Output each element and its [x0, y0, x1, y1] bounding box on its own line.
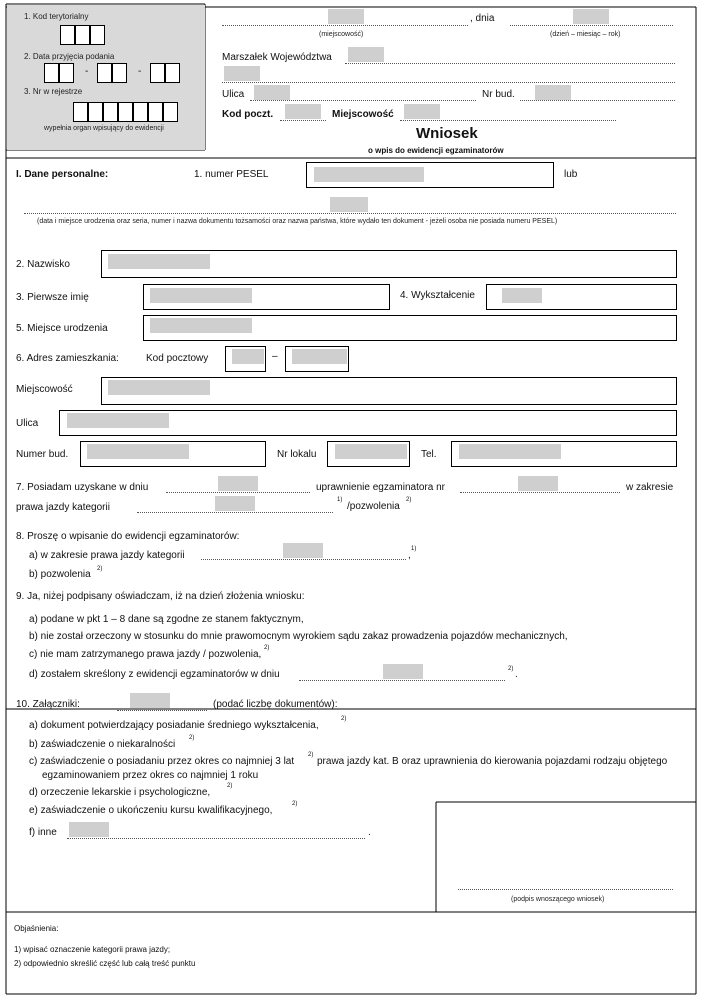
item8-b: b) pozwolenia — [29, 569, 91, 580]
place-field[interactable] — [328, 9, 364, 24]
item8-category-field[interactable] — [283, 543, 323, 558]
item8-heading: 8. Proszę o wpisanie do ewidencji egzaminatorów: — [16, 531, 240, 542]
first-name-value — [150, 288, 252, 303]
registry-number-label: 3. Nr w rejestrze — [24, 87, 83, 96]
voivodeship-field-2[interactable] — [224, 66, 260, 81]
date-received-label: 2. Data przyjęcia podania — [24, 52, 115, 61]
signature-caption: (podpis wnoszącego wniosek) — [511, 896, 605, 903]
birth-data-note: (data i miejsce urodzenia oraz seria, numer i nazwa dokumentu tożsamości oraz nazwa państwa, które wydało ten dokument - jeżeli osoba nie posiada numeru PESEL) — [37, 218, 558, 225]
phone-label: Tel. — [421, 449, 437, 460]
item7-footnote2: 2) — [406, 497, 412, 503]
education-label: 4. Wykształcenie — [400, 290, 475, 301]
item7-footnote1: 1) — [337, 497, 343, 503]
attachments-count-field[interactable] — [130, 693, 170, 708]
apartment-label: Nr lokalu — [277, 449, 317, 460]
item9-d: d) zostałem skreślony z ewidencji egzaminatorów w dniu — [29, 669, 280, 680]
item10-label: 10. Załączniki: — [16, 699, 80, 710]
header-building-label: Nr bud. — [482, 89, 515, 100]
street-value — [67, 413, 169, 428]
other-attachments-field[interactable] — [69, 822, 109, 837]
item8-a: a) w zakresie prawa jazdy kategorii — [29, 550, 185, 561]
attachment-c-line1b: prawa jazdy kat. B oraz uprawnienia do kierowania pojazdami rodzaju objętego — [317, 756, 668, 767]
attachment-b: b) zaświadczenie o niekaralności — [29, 739, 176, 750]
item9-heading: 9. Ja, niżej podpisany oświadczam, iż na dzień złożenia wniosku: — [16, 591, 305, 602]
registry-number-cell[interactable] — [103, 102, 118, 122]
pesel-value[interactable] — [314, 167, 424, 182]
form-subtitle: o wpis do ewidencji egzaminatorów — [368, 146, 504, 155]
header-street-label: Ulica — [222, 89, 245, 100]
header-postcode-label: Kod poczt. — [222, 109, 274, 120]
attachment-e-footnote: 2) — [292, 801, 298, 807]
registry-number-cell[interactable] — [73, 102, 88, 122]
education-value — [502, 288, 542, 303]
item7-line2a: prawa jazdy kategorii — [16, 502, 110, 513]
postcode-label: Kod pocztowy — [146, 353, 209, 364]
postcode-part2-value — [292, 349, 347, 364]
attachment-c-line2: egzaminowaniem przez okres co najmniej 1 roku — [42, 770, 259, 781]
registry-number-cell[interactable] — [118, 102, 133, 122]
building-label: Numer bud. — [16, 449, 69, 460]
surname-label: 2. Nazwisko — [16, 259, 70, 270]
apartment-value — [335, 444, 407, 459]
date-day-cell[interactable] — [44, 63, 59, 83]
item7-date-field[interactable] — [218, 476, 258, 491]
item9-a: a) podane w pkt 1 – 8 dane są zgodne ze stanem faktycznym, — [29, 614, 304, 625]
attachment-e: e) zaświadczenie o ukończeniu kursu kwalifikacyjnego, — [29, 805, 273, 816]
date-field[interactable] — [573, 9, 609, 24]
attachment-a-footnote: 2) — [341, 716, 347, 722]
pesel-label: 1. numer PESEL — [194, 169, 269, 180]
item8-b-footnote: 2) — [97, 566, 103, 572]
attachment-d-footnote: 2) — [227, 783, 233, 789]
pesel-or-label: lub — [564, 169, 578, 180]
footer-note-1: 1) wpisać oznaczenie kategorii prawa jazdy; — [14, 945, 171, 954]
signature-area[interactable] — [458, 860, 673, 888]
header-postcode-field[interactable] — [285, 104, 321, 119]
marshal-label: Marszałek Województwa — [222, 52, 332, 63]
date-year-cell[interactable] — [150, 63, 165, 83]
item7-number-field[interactable] — [518, 476, 558, 491]
item9-d-footnote: 2) — [508, 666, 514, 672]
terr-code-cell[interactable] — [90, 25, 105, 45]
registry-number-cell[interactable] — [88, 102, 103, 122]
item9-c-footnote: 2) — [264, 645, 270, 651]
item7-line1c: w zakresie — [626, 482, 674, 493]
attachment-d: d) orzeczenie lekarskie i psychologiczne, — [29, 787, 211, 798]
date-month-cell[interactable] — [97, 63, 112, 83]
attachment-c-footnote: 2) — [308, 752, 314, 758]
terr-code-cell[interactable] — [75, 25, 90, 45]
item10-hint: (podać liczbę dokumentów): — [213, 699, 338, 710]
postcode-dash: – — [272, 351, 278, 362]
surname-value — [108, 254, 210, 269]
registry-note: wypełnia organ wpisujący do ewidencji — [44, 125, 164, 132]
item7-line1b: uprawnienie egzaminatora nr — [316, 482, 445, 493]
item7-line1a: 7. Posiadam uzyskane w dniu — [16, 482, 149, 493]
date-comma-label: , dnia — [470, 13, 495, 24]
form-title: Wniosek — [416, 125, 478, 142]
attachment-f-period: . — [368, 827, 371, 838]
registry-number-cell[interactable] — [133, 102, 148, 122]
item8-a-footnote: 1) — [411, 546, 417, 552]
first-name-label: 3. Pierwsze imię — [16, 292, 89, 303]
date-year-cell[interactable] — [165, 63, 180, 83]
place-caption: (miejscowość) — [319, 31, 364, 38]
item7-line2b: /pozwolenia — [347, 501, 400, 512]
header-city-label: Miejscowość — [332, 109, 394, 120]
date-separator: - — [138, 66, 142, 77]
address-label: 6. Adres zamieszkania: — [16, 353, 119, 364]
birthplace-label: 5. Miejsce urodzenia — [16, 323, 108, 334]
birthplace-value — [150, 318, 252, 333]
city-label: Miejscowość — [16, 384, 73, 395]
postcode-part1-value — [232, 349, 264, 364]
registry-number-cell[interactable] — [148, 102, 163, 122]
item9-b: b) nie został orzeczony w stosunku do mnie prawomocnym wyrokiem sądu zakaz prowadzenia pojazdów mechanicznych, — [29, 631, 568, 642]
header-city-field[interactable] — [404, 104, 440, 119]
attachment-c-line1a: c) zaświadczenie o posiadaniu przez okres co najmniej 3 lat — [29, 756, 295, 767]
date-separator: - — [85, 66, 89, 77]
date-caption: (dzień – miesiąc – rok) — [550, 31, 621, 38]
birth-data-field[interactable] — [330, 197, 368, 212]
attachment-a: a) dokument potwierdzający posiadanie średniego wykształcenia, — [29, 720, 319, 731]
item7-category-field[interactable] — [215, 496, 255, 511]
voivodeship-field[interactable] — [348, 47, 384, 62]
registry-number-cell[interactable] — [163, 102, 178, 122]
date-month-cell[interactable] — [112, 63, 127, 83]
item9-d-period: . — [515, 669, 518, 680]
date-day-cell[interactable] — [59, 63, 74, 83]
footer-note-2: 2) odpowiednio skreślić część lub całą treść punktu — [14, 959, 196, 968]
section-personal-heading: I. Dane personalne: — [16, 169, 109, 180]
header-building-field[interactable] — [535, 85, 571, 100]
city-value — [108, 380, 210, 395]
terr-code-label: 1. Kod terytorialny — [24, 12, 89, 21]
building-value — [87, 444, 189, 459]
item9-date-field[interactable] — [383, 664, 423, 679]
footer-title: Objaśnienia: — [14, 924, 59, 933]
header-street-field[interactable] — [254, 85, 290, 100]
item8-a-comma: , — [408, 550, 411, 561]
street-label: Ulica — [16, 418, 39, 429]
item9-c: c) nie mam zatrzymanego prawa jazdy / pozwolenia, — [29, 649, 262, 660]
terr-code-cell[interactable] — [60, 25, 75, 45]
attachment-f: f) inne — [29, 827, 57, 838]
attachment-b-footnote: 2) — [189, 735, 195, 741]
phone-value — [459, 444, 561, 459]
